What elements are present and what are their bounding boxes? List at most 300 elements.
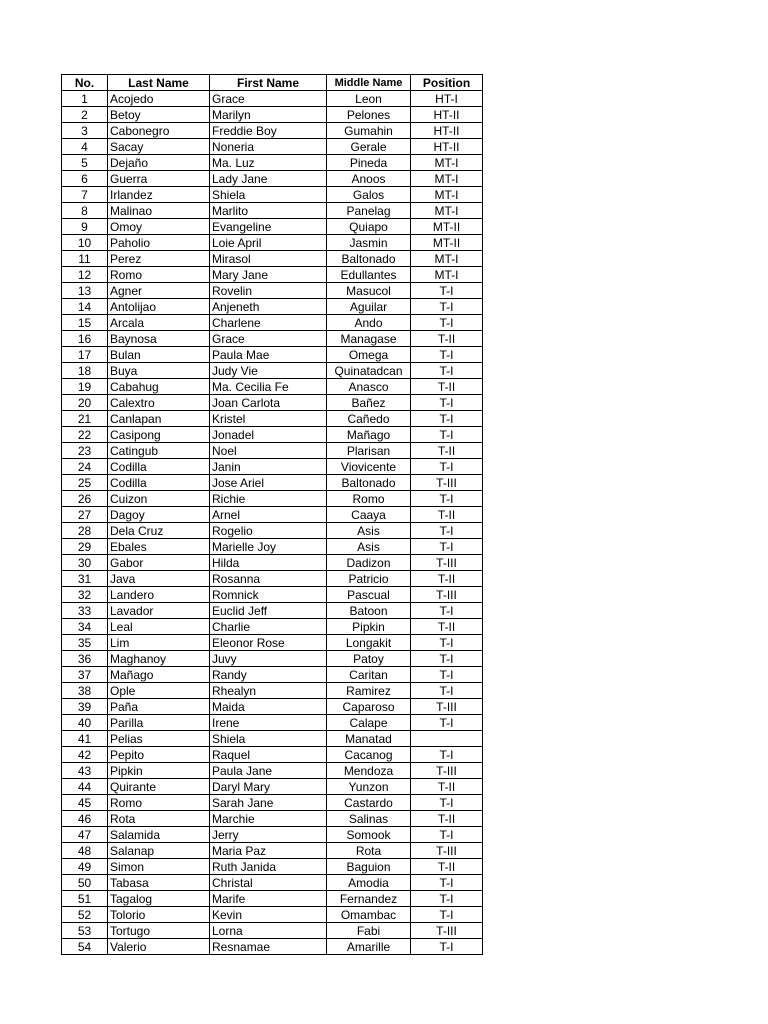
cell-first-name: Charlie xyxy=(210,619,327,635)
cell-middle-name: Quinatadcan xyxy=(327,363,411,379)
cell-middle-name: Longakit xyxy=(327,635,411,651)
cell-position: T-III xyxy=(411,843,483,859)
cell-no: 41 xyxy=(62,731,108,747)
cell-last-name: Omoy xyxy=(108,219,210,235)
cell-no: 46 xyxy=(62,811,108,827)
cell-position: MT-I xyxy=(411,203,483,219)
cell-position: T-I xyxy=(411,683,483,699)
cell-first-name: Marilyn xyxy=(210,107,327,123)
header-position: Position xyxy=(411,75,483,91)
cell-position: MT-II xyxy=(411,219,483,235)
cell-last-name: Canlapan xyxy=(108,411,210,427)
table-row xyxy=(62,331,483,347)
cell-position: T-II xyxy=(411,379,483,395)
cell-last-name: Quirante xyxy=(108,779,210,795)
cell-middle-name: Jasmin xyxy=(327,235,411,251)
cell-last-name: Gabor xyxy=(108,555,210,571)
cell-last-name: Tortugo xyxy=(108,923,210,939)
cell-first-name: Shiela xyxy=(210,731,327,747)
cell-no: 30 xyxy=(62,555,108,571)
cell-middle-name: Fernandez xyxy=(327,891,411,907)
cell-last-name: Salamida xyxy=(108,827,210,843)
cell-no: 16 xyxy=(62,331,108,347)
cell-middle-name: Calape xyxy=(327,715,411,731)
cell-last-name: Buya xyxy=(108,363,210,379)
cell-first-name: Freddie Boy xyxy=(210,123,327,139)
cell-middle-name: Baguion xyxy=(327,859,411,875)
cell-no: 14 xyxy=(62,299,108,315)
table-row xyxy=(62,811,483,827)
cell-first-name: Shiela xyxy=(210,187,327,203)
cell-last-name: Guerra xyxy=(108,171,210,187)
cell-no: 2 xyxy=(62,107,108,123)
table-row xyxy=(62,91,483,107)
cell-no: 28 xyxy=(62,523,108,539)
cell-last-name: Tabasa xyxy=(108,875,210,891)
cell-middle-name: Salinas xyxy=(327,811,411,827)
cell-no: 51 xyxy=(62,891,108,907)
cell-first-name: Irene xyxy=(210,715,327,731)
cell-last-name: Landero xyxy=(108,587,210,603)
table-row xyxy=(62,171,483,187)
cell-no: 7 xyxy=(62,187,108,203)
cell-position: T-I xyxy=(411,603,483,619)
cell-no: 45 xyxy=(62,795,108,811)
cell-last-name: Dela Cruz xyxy=(108,523,210,539)
cell-last-name: Leal xyxy=(108,619,210,635)
cell-last-name: Romo xyxy=(108,267,210,283)
cell-position: T-III xyxy=(411,763,483,779)
employee-roster-table xyxy=(61,74,483,955)
cell-last-name: Pelias xyxy=(108,731,210,747)
table-row xyxy=(62,667,483,683)
cell-first-name: Mary Jane xyxy=(210,267,327,283)
cell-position: HT-II xyxy=(411,107,483,123)
cell-no: 49 xyxy=(62,859,108,875)
table-row xyxy=(62,267,483,283)
cell-middle-name: Plarisan xyxy=(327,443,411,459)
cell-position: T-III xyxy=(411,699,483,715)
table-row xyxy=(62,411,483,427)
table-row xyxy=(62,491,483,507)
cell-last-name: Casipong xyxy=(108,427,210,443)
table-row xyxy=(62,875,483,891)
cell-no: 19 xyxy=(62,379,108,395)
cell-first-name: Romnick xyxy=(210,587,327,603)
roster-body xyxy=(62,91,483,955)
cell-middle-name: Batoon xyxy=(327,603,411,619)
table-row xyxy=(62,155,483,171)
cell-no: 48 xyxy=(62,843,108,859)
cell-middle-name: Edullantes xyxy=(327,267,411,283)
cell-no: 15 xyxy=(62,315,108,331)
cell-middle-name: Caritan xyxy=(327,667,411,683)
table-row xyxy=(62,235,483,251)
cell-no: 52 xyxy=(62,907,108,923)
cell-middle-name: Galos xyxy=(327,187,411,203)
cell-last-name: Parilla xyxy=(108,715,210,731)
cell-first-name: Charlene xyxy=(210,315,327,331)
table-row xyxy=(62,843,483,859)
cell-position: MT-I xyxy=(411,187,483,203)
cell-last-name: Cabonegro xyxy=(108,123,210,139)
cell-middle-name: Somook xyxy=(327,827,411,843)
cell-last-name: Cabahug xyxy=(108,379,210,395)
cell-first-name: Raquel xyxy=(210,747,327,763)
cell-first-name: Paula Jane xyxy=(210,763,327,779)
cell-no: 17 xyxy=(62,347,108,363)
table-row xyxy=(62,507,483,523)
cell-middle-name: Aguilar xyxy=(327,299,411,315)
cell-middle-name: Gumahin xyxy=(327,123,411,139)
cell-first-name: Maria Paz xyxy=(210,843,327,859)
table-row xyxy=(62,107,483,123)
cell-position: T-II xyxy=(411,507,483,523)
cell-middle-name: Amodia xyxy=(327,875,411,891)
cell-first-name: Randy xyxy=(210,667,327,683)
table-row xyxy=(62,923,483,939)
cell-middle-name: Managase xyxy=(327,331,411,347)
cell-last-name: Ebales xyxy=(108,539,210,555)
cell-position: T-II xyxy=(411,443,483,459)
cell-no: 6 xyxy=(62,171,108,187)
cell-position: T-I xyxy=(411,491,483,507)
cell-position: T-I xyxy=(411,539,483,555)
header-last-name: Last Name xyxy=(108,75,210,91)
table-row xyxy=(62,427,483,443)
cell-last-name: Paña xyxy=(108,699,210,715)
cell-no: 22 xyxy=(62,427,108,443)
table-row xyxy=(62,299,483,315)
cell-middle-name: Patoy xyxy=(327,651,411,667)
cell-first-name: Marchie xyxy=(210,811,327,827)
cell-first-name: Ma. Luz xyxy=(210,155,327,171)
cell-no: 53 xyxy=(62,923,108,939)
cell-middle-name: Asis xyxy=(327,523,411,539)
cell-no: 9 xyxy=(62,219,108,235)
cell-first-name: Hilda xyxy=(210,555,327,571)
cell-no: 43 xyxy=(62,763,108,779)
cell-middle-name: Bañez xyxy=(327,395,411,411)
table-row xyxy=(62,555,483,571)
cell-middle-name: Anoos xyxy=(327,171,411,187)
table-row xyxy=(62,651,483,667)
cell-first-name: Marife xyxy=(210,891,327,907)
cell-no: 44 xyxy=(62,779,108,795)
cell-middle-name: Pelones xyxy=(327,107,411,123)
cell-last-name: Irlandez xyxy=(108,187,210,203)
table-row xyxy=(62,395,483,411)
table-row xyxy=(62,795,483,811)
cell-position: T-II xyxy=(411,859,483,875)
cell-no: 3 xyxy=(62,123,108,139)
table-row xyxy=(62,379,483,395)
cell-no: 54 xyxy=(62,939,108,955)
cell-first-name: Juvy xyxy=(210,651,327,667)
cell-no: 31 xyxy=(62,571,108,587)
table-row xyxy=(62,747,483,763)
table-row xyxy=(62,187,483,203)
cell-no: 25 xyxy=(62,475,108,491)
cell-no: 38 xyxy=(62,683,108,699)
cell-position: HT-II xyxy=(411,139,483,155)
cell-first-name: Jonadel xyxy=(210,427,327,443)
cell-middle-name: Caparoso xyxy=(327,699,411,715)
cell-last-name: Paholio xyxy=(108,235,210,251)
cell-position: HT-II xyxy=(411,123,483,139)
cell-position: T-I xyxy=(411,315,483,331)
cell-position: T-III xyxy=(411,923,483,939)
cell-first-name: Lorna xyxy=(210,923,327,939)
cell-middle-name: Baltonado xyxy=(327,475,411,491)
cell-no: 5 xyxy=(62,155,108,171)
cell-middle-name: Quiapo xyxy=(327,219,411,235)
cell-position: T-I xyxy=(411,939,483,955)
cell-no: 1 xyxy=(62,91,108,107)
cell-last-name: Ople xyxy=(108,683,210,699)
cell-first-name: Euclid Jeff xyxy=(210,603,327,619)
cell-first-name: Evangeline xyxy=(210,219,327,235)
cell-middle-name: Anasco xyxy=(327,379,411,395)
header-first-name: First Name xyxy=(210,75,327,91)
cell-first-name: Richie xyxy=(210,491,327,507)
cell-position: T-I xyxy=(411,635,483,651)
cell-position: T-I xyxy=(411,395,483,411)
cell-last-name: Maghanoy xyxy=(108,651,210,667)
cell-first-name: Grace xyxy=(210,331,327,347)
cell-position: T-I xyxy=(411,299,483,315)
cell-first-name: Noel xyxy=(210,443,327,459)
cell-first-name: Marlito xyxy=(210,203,327,219)
cell-no: 11 xyxy=(62,251,108,267)
table-row xyxy=(62,939,483,955)
table-row xyxy=(62,363,483,379)
cell-first-name: Ruth Janida xyxy=(210,859,327,875)
cell-last-name: Java xyxy=(108,571,210,587)
cell-middle-name: Masucol xyxy=(327,283,411,299)
header-middle-name: Middle Name xyxy=(327,75,411,91)
cell-last-name: Catingub xyxy=(108,443,210,459)
cell-first-name: Janin xyxy=(210,459,327,475)
cell-last-name: Lim xyxy=(108,635,210,651)
cell-no: 8 xyxy=(62,203,108,219)
cell-position: T-I xyxy=(411,523,483,539)
cell-last-name: Perez xyxy=(108,251,210,267)
cell-position xyxy=(411,731,483,747)
cell-first-name: Mirasol xyxy=(210,251,327,267)
cell-last-name: Arcala xyxy=(108,315,210,331)
cell-first-name: Lady Jane xyxy=(210,171,327,187)
cell-position: T-I xyxy=(411,363,483,379)
cell-first-name: Grace xyxy=(210,91,327,107)
table-row xyxy=(62,715,483,731)
cell-middle-name: Omega xyxy=(327,347,411,363)
table-row xyxy=(62,907,483,923)
cell-position: T-I xyxy=(411,411,483,427)
cell-position: T-II xyxy=(411,619,483,635)
table-row xyxy=(62,459,483,475)
cell-last-name: Agner xyxy=(108,283,210,299)
cell-position: T-I xyxy=(411,283,483,299)
cell-position: T-II xyxy=(411,331,483,347)
cell-no: 35 xyxy=(62,635,108,651)
cell-middle-name: Cacanog xyxy=(327,747,411,763)
cell-last-name: Baynosa xyxy=(108,331,210,347)
cell-first-name: Maida xyxy=(210,699,327,715)
cell-position: T-III xyxy=(411,475,483,491)
table-row xyxy=(62,779,483,795)
table-row xyxy=(62,603,483,619)
table-row xyxy=(62,571,483,587)
cell-position: T-I xyxy=(411,347,483,363)
cell-position: T-II xyxy=(411,779,483,795)
cell-last-name: Tolorio xyxy=(108,907,210,923)
cell-no: 47 xyxy=(62,827,108,843)
cell-no: 10 xyxy=(62,235,108,251)
cell-last-name: Dagoy xyxy=(108,507,210,523)
cell-no: 39 xyxy=(62,699,108,715)
cell-first-name: Marielle Joy xyxy=(210,539,327,555)
cell-position: T-I xyxy=(411,827,483,843)
cell-middle-name: Manatad xyxy=(327,731,411,747)
cell-middle-name: Amarille xyxy=(327,939,411,955)
cell-position: T-III xyxy=(411,587,483,603)
cell-position: MT-I xyxy=(411,155,483,171)
cell-no: 4 xyxy=(62,139,108,155)
cell-middle-name: Viovicente xyxy=(327,459,411,475)
cell-no: 13 xyxy=(62,283,108,299)
cell-position: T-I xyxy=(411,875,483,891)
header-no: No. xyxy=(62,75,108,91)
cell-position: T-I xyxy=(411,891,483,907)
cell-middle-name: Mendoza xyxy=(327,763,411,779)
cell-middle-name: Patricio xyxy=(327,571,411,587)
table-row xyxy=(62,251,483,267)
cell-no: 18 xyxy=(62,363,108,379)
cell-last-name: Sacay xyxy=(108,139,210,155)
table-row xyxy=(62,283,483,299)
cell-first-name: Resnamae xyxy=(210,939,327,955)
cell-position: T-I xyxy=(411,715,483,731)
cell-no: 32 xyxy=(62,587,108,603)
cell-no: 29 xyxy=(62,539,108,555)
cell-middle-name: Rota xyxy=(327,843,411,859)
cell-first-name: Sarah Jane xyxy=(210,795,327,811)
cell-first-name: Rosanna xyxy=(210,571,327,587)
cell-first-name: Jose Ariel xyxy=(210,475,327,491)
cell-first-name: Anjeneth xyxy=(210,299,327,315)
cell-no: 21 xyxy=(62,411,108,427)
cell-middle-name: Leon xyxy=(327,91,411,107)
cell-no: 36 xyxy=(62,651,108,667)
cell-last-name: Cuizon xyxy=(108,491,210,507)
cell-first-name: Noneria xyxy=(210,139,327,155)
cell-no: 34 xyxy=(62,619,108,635)
cell-first-name: Jerry xyxy=(210,827,327,843)
cell-last-name: Bulan xyxy=(108,347,210,363)
cell-last-name: Valerio xyxy=(108,939,210,955)
cell-no: 40 xyxy=(62,715,108,731)
cell-no: 26 xyxy=(62,491,108,507)
cell-first-name: Arnel xyxy=(210,507,327,523)
table-row xyxy=(62,203,483,219)
table-row xyxy=(62,139,483,155)
cell-no: 42 xyxy=(62,747,108,763)
cell-position: T-I xyxy=(411,907,483,923)
cell-position: T-I xyxy=(411,795,483,811)
cell-middle-name: Romo xyxy=(327,491,411,507)
table-row xyxy=(62,123,483,139)
table-row xyxy=(62,619,483,635)
cell-last-name: Pipkin xyxy=(108,763,210,779)
cell-first-name: Joan Carlota xyxy=(210,395,327,411)
cell-position: T-II xyxy=(411,571,483,587)
cell-first-name: Ma. Cecilia Fe xyxy=(210,379,327,395)
cell-first-name: Judy Vie xyxy=(210,363,327,379)
table-row xyxy=(62,539,483,555)
cell-position: MT-I xyxy=(411,171,483,187)
cell-position: T-I xyxy=(411,459,483,475)
cell-middle-name: Baltonado xyxy=(327,251,411,267)
cell-first-name: Loie April xyxy=(210,235,327,251)
header-row xyxy=(62,75,483,91)
table-row xyxy=(62,827,483,843)
cell-middle-name: Pipkin xyxy=(327,619,411,635)
cell-middle-name: Omambac xyxy=(327,907,411,923)
cell-middle-name: Asis xyxy=(327,539,411,555)
cell-last-name: Antolijao xyxy=(108,299,210,315)
cell-middle-name: Cañedo xyxy=(327,411,411,427)
cell-middle-name: Fabi xyxy=(327,923,411,939)
cell-position: MT-I xyxy=(411,251,483,267)
cell-first-name: Rogelio xyxy=(210,523,327,539)
cell-no: 33 xyxy=(62,603,108,619)
cell-position: MT-I xyxy=(411,267,483,283)
cell-last-name: Codilla xyxy=(108,459,210,475)
cell-position: T-III xyxy=(411,555,483,571)
table-row xyxy=(62,523,483,539)
cell-last-name: Malinao xyxy=(108,203,210,219)
table-row xyxy=(62,683,483,699)
table-row xyxy=(62,699,483,715)
table-row xyxy=(62,763,483,779)
cell-no: 23 xyxy=(62,443,108,459)
cell-last-name: Simon xyxy=(108,859,210,875)
cell-middle-name: Ramirez xyxy=(327,683,411,699)
cell-first-name: Christal xyxy=(210,875,327,891)
cell-last-name: Mañago xyxy=(108,667,210,683)
cell-last-name: Calextro xyxy=(108,395,210,411)
cell-first-name: Rhealyn xyxy=(210,683,327,699)
cell-position: MT-II xyxy=(411,235,483,251)
cell-position: T-I xyxy=(411,667,483,683)
cell-middle-name: Gerale xyxy=(327,139,411,155)
cell-position: T-I xyxy=(411,651,483,667)
cell-last-name: Salanap xyxy=(108,843,210,859)
cell-position: HT-I xyxy=(411,91,483,107)
table-row xyxy=(62,219,483,235)
cell-position: T-II xyxy=(411,811,483,827)
table-row xyxy=(62,315,483,331)
cell-first-name: Eleonor Rose xyxy=(210,635,327,651)
table-row xyxy=(62,891,483,907)
table-row xyxy=(62,635,483,651)
cell-middle-name: Pineda xyxy=(327,155,411,171)
cell-last-name: Codilla xyxy=(108,475,210,491)
cell-last-name: Rota xyxy=(108,811,210,827)
cell-last-name: Dejaño xyxy=(108,155,210,171)
cell-position: T-I xyxy=(411,747,483,763)
